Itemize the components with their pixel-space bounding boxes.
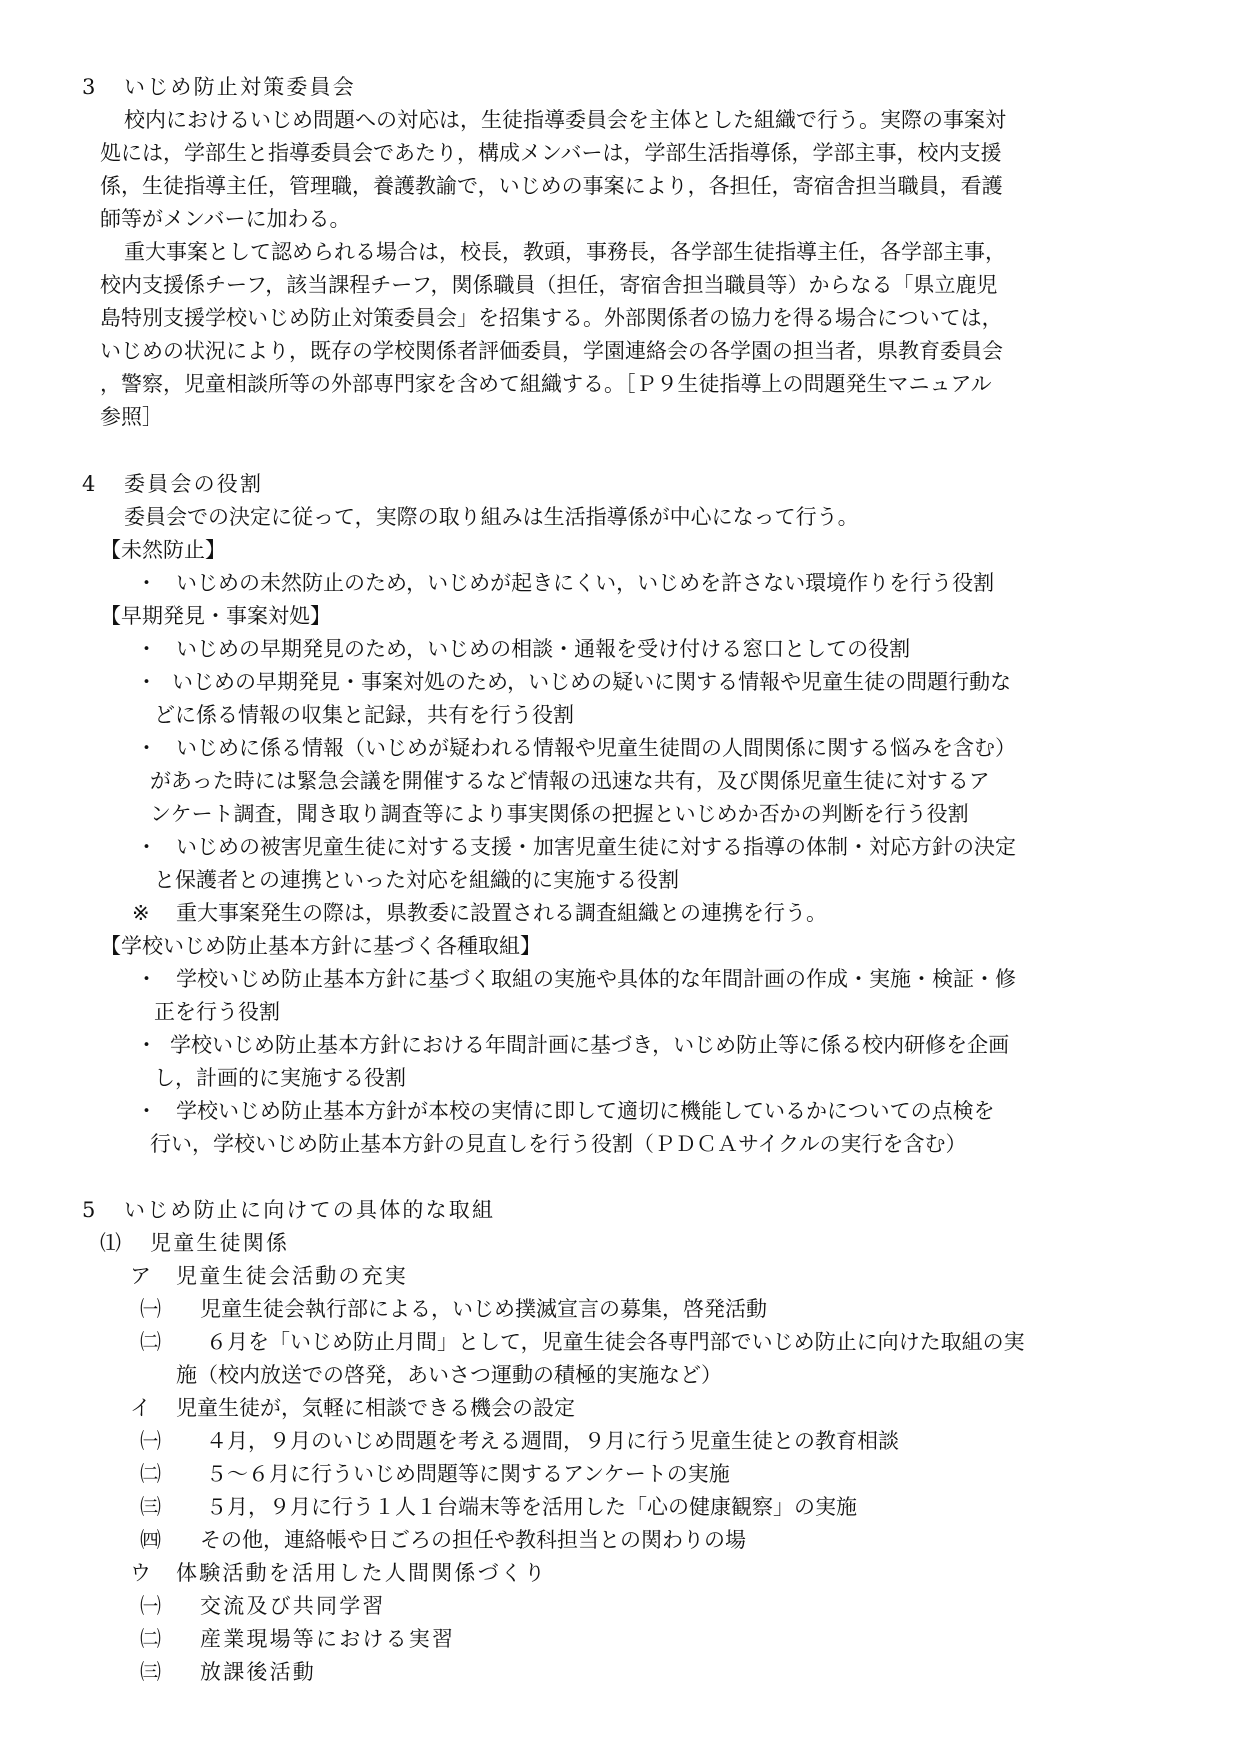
sub-item-text: ５～６月に行ういじめ問題等に関するアンケートの実施 [206, 1462, 730, 1486]
section-3-heading: いじめ防止対策委員会 [124, 75, 356, 99]
bullet-text-cont: と保護者との連携といった対応を組織的に実施する役割 [154, 868, 679, 892]
bullet-text: 学校いじめ防止基本方針における年間計画に基づき，いじめ防止等に係る校内研修を企画 [170, 1033, 1010, 1057]
subsection-number: ⑴ [100, 1231, 121, 1255]
bullet-text: いじめの早期発見のため，いじめの相談・通報を受け付ける窓口としての役割 [176, 637, 911, 661]
section-3-p1-line2: 処には，学部生と指導委員会であたり，構成メンバーは，学部生活指導係，学部主事，校内支援 [100, 141, 1002, 165]
bullet-text-cont: どに係る情報の収集と記録，共有を行う役割 [154, 703, 574, 727]
section-3-p1-line3: 係，生徒指導主任，管理職，養護教諭で，いじめの事案により，各担任，寄宿舎担当職員，看護 [100, 174, 1003, 198]
bullet-mark: ・ [136, 670, 157, 694]
sub-item-text: 産業現場等における実習 [200, 1627, 456, 1651]
item-title: 体験活動を活用した人間関係づくり [176, 1561, 548, 1585]
section-3-p2-line3: 島特別支援学校いじめ防止対策委員会」を招集する。外部関係者の協力を得る場合については， [100, 306, 1003, 330]
bullet-text: 学校いじめ防止基本方針が本校の実情に即して適切に機能しているかについての点検を [176, 1099, 995, 1123]
bullet-text: 学校いじめ防止基本方針に基づく取組の実施や具体的な年間計画の作成・実施・検証・修 [176, 967, 1016, 991]
sub-item-marker: ㈡ [140, 1462, 161, 1486]
section-5-heading: いじめ防止に向けての具体的な取組 [124, 1198, 496, 1222]
bullet-mark: ・ [136, 1033, 157, 1057]
bullet-text: いじめの未然防止のため，いじめが起きにくい，いじめを許さない環境作りを行う役割 [176, 571, 995, 595]
sub-item-text: その他，連絡帳や日ごろの担任や教科担当との関わりの場 [200, 1528, 746, 1552]
sub-item-marker: ㈢ [140, 1495, 161, 1519]
section-3-p1-line1: 校内におけるいじめ問題への対応は，生徒指導委員会を主体とした組織で行う。実際の事案対 [124, 108, 1006, 132]
sub-item-marker: ㈢ [140, 1660, 161, 1684]
bullet-text-cont: 正を行う役割 [154, 1000, 280, 1024]
bullet-text: いじめに係る情報（いじめが疑われる情報や児童生徒間の人間関係に関する悩みを含む） [176, 736, 1016, 760]
item-letter: ア [130, 1264, 151, 1288]
bullet-text-cont: し，計画的に実施する役割 [154, 1066, 406, 1090]
subsection-title: 児童生徒関係 [150, 1231, 290, 1255]
bullet-text-cont: があった時には緊急会議を開催するなど情報の迅速な共有，及び関係児童生徒に対するア [150, 769, 990, 793]
bullet-mark: ・ [136, 736, 157, 760]
bullet-mark: ・ [136, 967, 157, 991]
sub-item-text: 交流及び共同学習 [200, 1594, 386, 1618]
sub-item-text: ５月，９月に行う１人１台端末等を活用した「心の健康観察」の実施 [206, 1495, 857, 1519]
bullet-text-cont: ンケート調査，聞き取り調査等により事実関係の把握といじめか否かの判断を行う役割 [150, 802, 969, 826]
bullet-mark: ・ [136, 1099, 157, 1123]
sub-item-text: ４月，９月のいじめ問題を考える週間，９月に行う児童生徒との教育相談 [206, 1429, 899, 1453]
bullet-text-cont: 行い，学校いじめ防止基本方針の見直しを行う役割（ＰＤＣＡサイクルの実行を含む） [150, 1132, 967, 1156]
sub-item-marker: ㈣ [140, 1528, 161, 1552]
sub-item-marker: ㈠ [140, 1429, 161, 1453]
section-3-p2-line6: 参照］ [100, 405, 163, 429]
group-title-prevention: 【未然防止】 [100, 538, 226, 562]
bullet-mark: ・ [136, 637, 157, 661]
section-4-intro: 委員会での決定に従って，実際の取り組みは生活指導係が中心になって行う。 [124, 505, 859, 529]
sub-item-marker: ㈡ [140, 1627, 161, 1651]
section-3-p2-line5: ，警察，児童相談所等の外部専門家を含めて組織する。［Ｐ９生徒指導上の問題発生マニュアル [100, 372, 992, 396]
sub-item-marker: ㈠ [140, 1594, 161, 1618]
group-title-early-detection: 【早期発見・事案対処】 [100, 604, 331, 628]
section-3-p2-line2: 校内支援係チーフ，該当課程チーフ，関係職員（担任，寄宿舎担当職員等）からなる「県立鹿児 [100, 273, 998, 297]
section-4-number: 4 [82, 472, 98, 496]
sub-item-text-cont: 施（校内放送での啓発，あいさつ運動の積極的実施など） [176, 1363, 722, 1387]
sub-item-text: 放課後活動 [200, 1660, 316, 1684]
section-3-number: 3 [82, 75, 98, 99]
section-3-p2-line4: いじめの状況により，既存の学校関係者評価委員，学園連絡会の各学園の担当者，県教育委員会 [100, 339, 1003, 363]
sub-item-marker: ㈡ [140, 1330, 161, 1354]
section-3-p2-line1: 重大事案として認められる場合は，校長，教頭，事務長，各学部生徒指導主任，各学部主事， [124, 240, 1006, 264]
section-3-p1-line4: 師等がメンバーに加わる。 [100, 207, 351, 231]
item-letter: イ [130, 1396, 151, 1420]
sub-item-text: ６月を「いじめ防止月間」として，児童生徒会各専門部でいじめ防止に向けた取組の実 [206, 1330, 1025, 1354]
group-title-basic-policy: 【学校いじめ防止基本方針に基づく各種取組】 [100, 934, 541, 958]
note-text: 重大事案発生の際は，県教委に設置される調査組織との連携を行う。 [176, 901, 827, 925]
bullet-text: いじめの早期発見・事案対処のため，いじめの疑いに関する情報や児童生徒の問題行動な [172, 670, 1012, 694]
section-4-heading: 委員会の役割 [124, 472, 264, 496]
section-5-number: 5 [82, 1198, 98, 1222]
item-title: 児童生徒が，気軽に相談できる機会の設定 [176, 1396, 575, 1420]
note-mark: ※ [132, 901, 150, 925]
bullet-mark: ・ [136, 571, 157, 595]
item-title: 児童生徒会活動の充実 [176, 1264, 408, 1288]
bullet-text: いじめの被害児童生徒に対する支援・加害児童生徒に対する指導の体制・対応方針の決定 [176, 835, 1016, 859]
sub-item-text: 児童生徒会執行部による，いじめ撲滅宣言の募集，啓発活動 [200, 1297, 767, 1321]
bullet-mark: ・ [136, 835, 157, 859]
item-letter: ウ [130, 1561, 151, 1585]
sub-item-marker: ㈠ [140, 1297, 161, 1321]
